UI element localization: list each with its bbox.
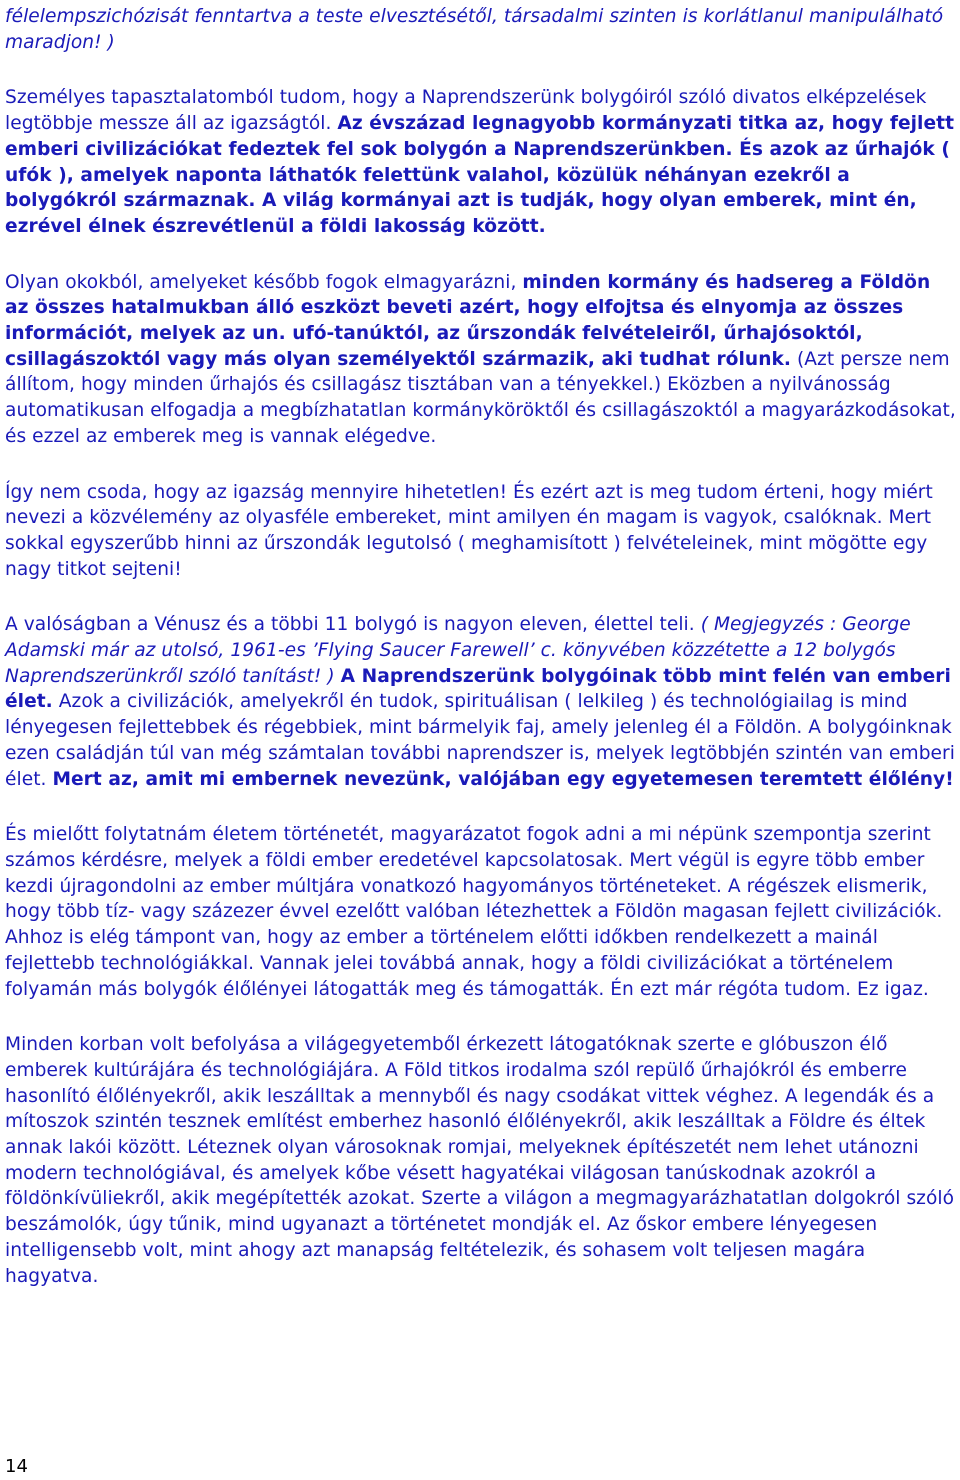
paragraph-gap: [5, 582, 957, 612]
paragraph: [5, 480, 957, 583]
text-run-normal: Olyan okokból, amelyeket később fogok elmagyarázni,: [5, 271, 523, 293]
page-number: 14: [5, 1456, 28, 1477]
text-run-normal: (Azt persze nem állítom, hogy minden űrhajós és csillagász tisztában van a tényekkel.) Eközben a nyilvánosság automatikusan elfogadja a megbízhatatlan kormányköröktől és csillagászoktól a magyarázkodásokat, és ezzel az emberek meg is vannak elégedve.: [5, 348, 956, 447]
text-run-bold: minden kormány és hadsereg a Földön az összes hatalmukban álló eszközt beveti azért, hogy elfojtsa és elnyomja az összes információt, melyek az un. ufó-tanúktól, az űrszondák felvételeiről, űrhajósoktól, csillagászoktól vagy más olyan személyektől származik, aki tudhat rólunk.: [5, 271, 931, 370]
paragraph: [5, 270, 957, 450]
document-body: [5, 0, 957, 1289]
text-run-bold: Mert az, amit mi embernek nevezünk, valójában egy egyetemesen teremtett élőlény!: [52, 768, 954, 790]
text-run-bold: A Naprendszerünk bolygóinak több mint felén van emberi élet.: [5, 665, 951, 713]
text-run-normal: Személyes tapasztalatomból tudom, hogy a Naprendszerünk bolygóiról szóló divatos elképzelések legtöbbje messze áll az igazságtól.: [5, 87, 927, 135]
paragraph: [5, 612, 957, 792]
text-run-normal: És mielőtt folytatnám életem történetét, magyarázatot fogok adni a mi népünk szempontja szerint számos kérdésre, melyek a földi ember eredetével kapcsolatosak. Mert végül is egyre több ember kezdi újragondolni az ember múltjára vonatkozó hagyományos történeteket. A régészek elismerik, hogy több tíz- vagy százezer évvel ezelőtt valóban létezhettek a Földön magasan fejlett civilizációk. Ahhoz is elég támpont van, hogy az ember a történelem előtti időkben rendelkezett a mainál fejlettebb technológiákkal. Vannak jelei továbbá annak, hogy a földi civilizációkat a történelem folyamán más bolygók élőlényei látogatták meg és támogatták. Én ezt már régóta tudom. Ez igaz.: [5, 824, 943, 1000]
paragraph-gap: [5, 450, 957, 480]
paragraph: [5, 822, 957, 1002]
text-run-normal: Minden korban volt befolyása a világegyetemből érkezett látogatóknak szerte e glóbuszon élő emberek kultúrájára és technológiájára. A Föld titkos irodalma szól repülő űrhajókról és emberre hasonlító élőlényekről, akik leszálltak a mennyből és nagy csodákat vittek véghez. A legendák és a mítoszok szintén tesznek említést emberhez hasonló élőlényekről, akik leszálltak a Földre és éltek annak lakói között. Léteznek olyan városoknak romjai, melyeknek építészetét nem lehet utánozni modern technológiával, és amelyek kőbe vésett hagyatékai világosan tanúskodnak azokról a földönkívüliekről, akik megépítették azokat. Szerte a világon a megmagyarázhatatlan dolgokról szóló beszámolók, úgy tűnik, mind ugyanazt a történetet mondják el. Az őskor embere lényegesen intelligensebb volt, mint ahogy azt manapság feltételezik, és sohasem volt teljesen magára hagyatva.: [5, 1034, 955, 1287]
text-run-italic: félelempszichózisát fenntartva a teste elvesztésétől, társadalmi szinten is korlátlanul manipulálható maradjon! ): [5, 6, 944, 53]
paragraph-gap: [5, 1002, 957, 1032]
text-run-normal: A valóságban a Vénusz és a többi 11 bolygó is nagyon eleven, élettel teli.: [5, 614, 701, 636]
text-run-normal: Így nem csoda, hogy az igazság mennyire hihetetlen! És ezért azt is meg tudom érteni, hogy miért nevezi a közvélemény az olyasféle embereket, mint amilyen én magam is vagyok, csalóknak. Mert sokkal egyszerűbb hinni az űrszondák legutolsó ( meghamisított ) felvételeinek, mint mögötte egy nagy titkot sejteni!: [5, 481, 933, 580]
paragraph-gap: [5, 240, 957, 270]
paragraph: [5, 1032, 957, 1289]
paragraph-gap: [5, 792, 957, 822]
paragraph: [5, 4, 957, 55]
text-run-bold: Az évszázad legnagyobb kormányzati titka az, hogy fejlett emberi civilizációkat fedeztek fel sok bolygón a Naprendszerünkben. És azok az űrhajók ( ufók ), amelyek naponta láthatók felettünk valahol, közülük néhányan ezekről a bolygókról származnak. A világ kormányai azt is tudják, hogy olyan emberek, mint én, ezrével élnek észrevétlenül a földi lakosság között.: [5, 113, 955, 237]
paragraph-gap: [5, 55, 957, 85]
text-run-italic: ( Megjegyzés : George Adamski már az utolsó, 1961-es ’Flying Saucer Farewell’ c. könyvében közzétette a 12 bolygós Naprendszerünkről szóló tanítást! ): [5, 614, 911, 687]
text-run-normal: Azok a civilizációk, amelyekről én tudok, spirituálisan ( lelkileg ) és technológiailag is mind lényegesen fejlettebbek és régebbiek, mint bármelyik faj, amely jelenleg él a Földön. A bolygóinknak ezen családján túl van még számtalan további naprendszer is, melyek legtöbbjén szintén van emberi élet.: [5, 691, 955, 790]
paragraph: [5, 85, 957, 239]
